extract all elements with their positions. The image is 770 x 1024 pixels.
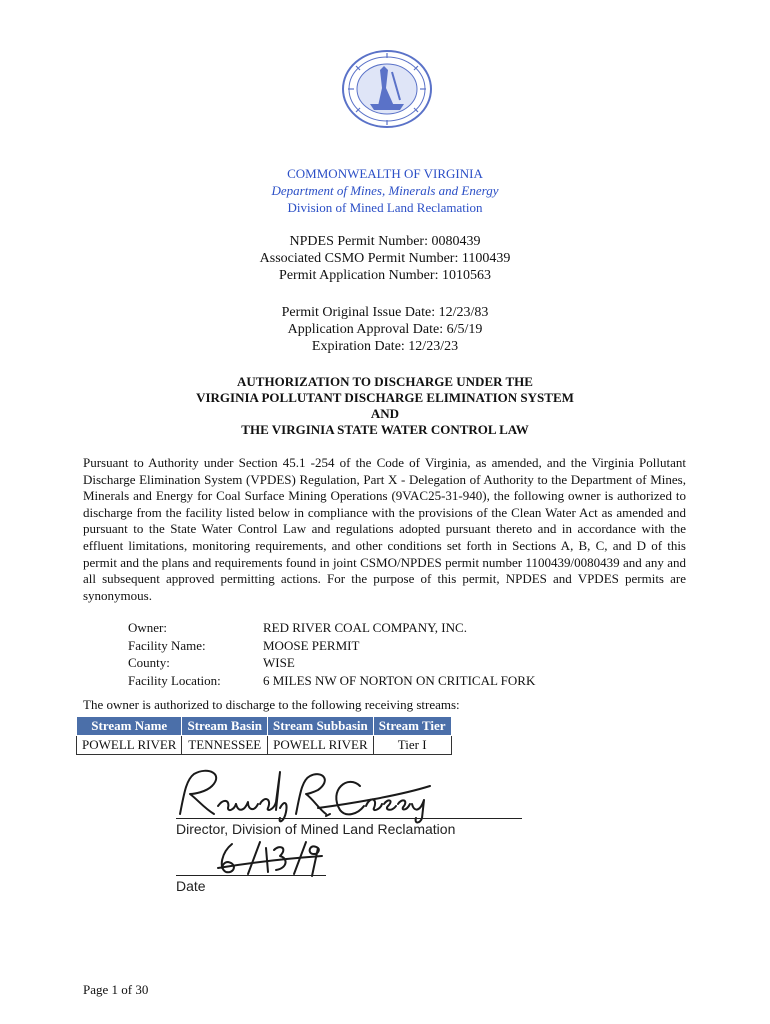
facility-name-label: Facility Name: (128, 637, 206, 653)
approval-date: Application Approval Date: 6/5/19 (287, 322, 483, 337)
facility-name-value: MOOSE PERMIT (263, 637, 360, 653)
column-header: Stream Subbasin (268, 717, 374, 736)
location-label: Facility Location: (128, 672, 221, 688)
county-value: WISE (263, 655, 295, 670)
csmo-permit-number: Associated CSMO Permit Number: 1100439 (259, 251, 511, 266)
signature-line (176, 818, 522, 819)
facility-row-owner (128, 619, 535, 637)
signature-date-icon (214, 838, 324, 878)
owner-value: RED RIVER COAL COMPANY, INC. (263, 620, 467, 635)
agency-name: COMMONWEALTH OF VIRGINIA (287, 166, 483, 181)
column-header: Stream Tier (373, 717, 451, 736)
application-number: Permit Application Number: 1010563 (279, 268, 491, 283)
authorization-paragraph: Pursuant to Authority under Section 45.1 -254 of the Code of Virginia, as amended, and the Virginia Pollutant Discharge Elimination System (VPDES) Regulation, Part X - Delegation of Authority to the Department of Mines, Minerals and Energy for Coal Surface Mining Operations (9VAC25-31-940), the following owner is authorized to discharge from the facility listed below in compliance with the provisions of the Clean Water Act as amended and pursuant to the State Water Control Law and regulations adopted pursuant thereto and in accordance with the effluent limitations, monitoring requirements, and other conditions set forth in Sections A, B, C, and D of this permit and the plans and requirements found in joint CSMO/NPDES permit number 1100439/0080439 and any and all subsequent approved permitting actions. For the purpose of this permit, NPDES and VPDES permits are synonymous. (83, 455, 686, 603)
expiration-date: Expiration Date: 12/23/23 (311, 339, 459, 354)
stream-basin-cell: TENNESSEE (182, 736, 268, 755)
stream-subbasin-cell: POWELL RIVER (268, 736, 374, 755)
page-number: Page 1 of 30 (83, 982, 149, 997)
npdes-permit-number: NPDES Permit Number: 0080439 (289, 234, 481, 249)
title-line-1: AUTHORIZATION TO DISCHARGE UNDER THE (237, 374, 533, 389)
facility-row-county (128, 654, 535, 672)
stream-tier-cell: Tier I (373, 736, 451, 755)
column-header: Stream Basin (182, 717, 268, 736)
location-value: 6 MILES NW OF NORTON ON CRITICAL FORK (263, 672, 536, 688)
original-issue-date: Permit Original Issue Date: 12/23/83 (281, 305, 489, 320)
title-line-2: VIRGINIA POLLUTANT DISCHARGE ELIMINATION SYSTEM (196, 390, 574, 405)
facility-row-name (128, 637, 535, 655)
facility-row-location (128, 672, 535, 690)
title-line-4: THE VIRGINIA STATE WATER CONTROL LAW (241, 422, 529, 437)
stream-name-cell: POWELL RIVER (77, 736, 182, 755)
director-signature-icon (168, 764, 438, 826)
director-title-label: Director, Division of Mined Land Reclamation (176, 821, 456, 837)
table-row (77, 736, 452, 755)
streams-intro: The owner is authorized to discharge to the following receiving streams: (83, 697, 460, 712)
table-header-row (77, 717, 452, 736)
facility-details (128, 619, 535, 689)
county-label: County: (128, 655, 170, 670)
column-header: Stream Name (77, 717, 182, 736)
virginia-seal-icon (334, 48, 440, 130)
title-line-3: AND (370, 406, 400, 421)
date-line (176, 875, 326, 876)
date-label: Date (176, 878, 206, 894)
department-name: Department of Mines, Minerals and Energy (271, 183, 499, 198)
owner-label: Owner: (128, 620, 167, 635)
receiving-streams-table (76, 716, 452, 755)
division-name: Division of Mined Land Reclamation (287, 200, 483, 215)
